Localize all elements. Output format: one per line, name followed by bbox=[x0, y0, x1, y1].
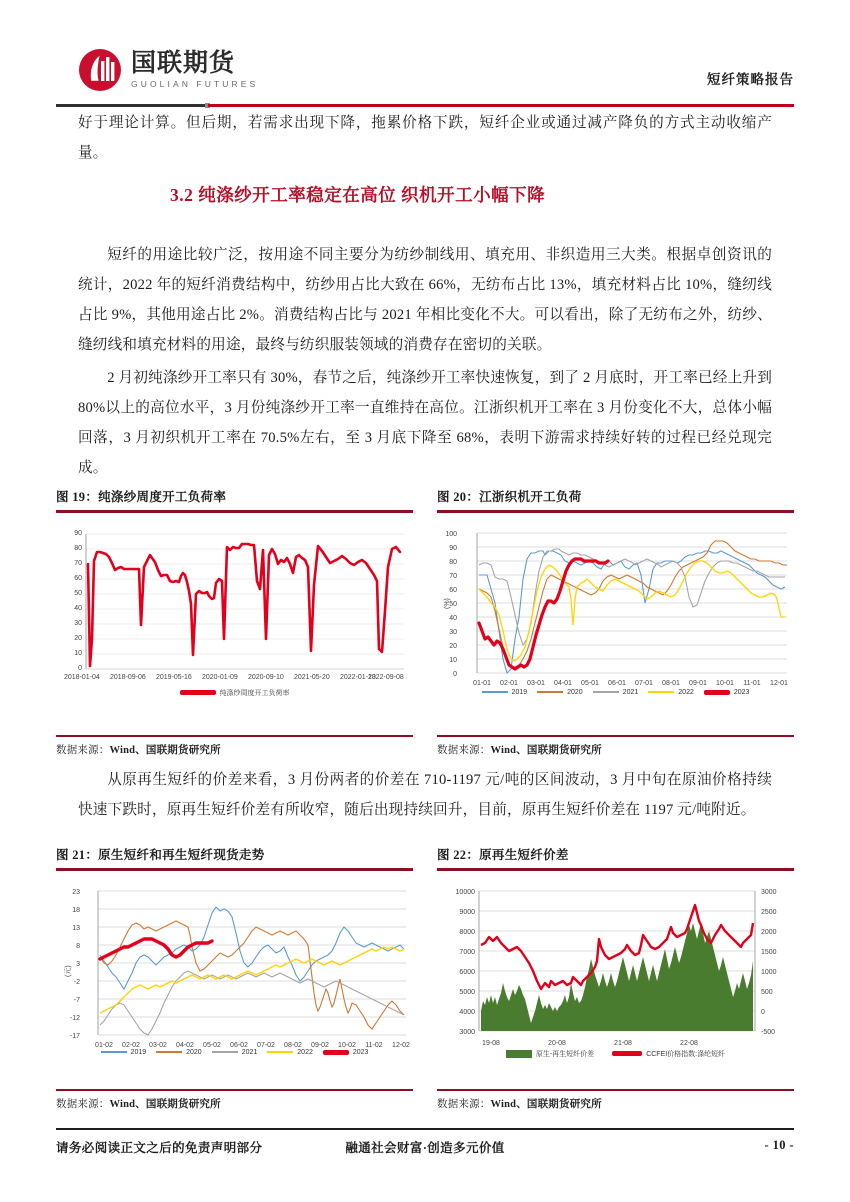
legend-item-2020 bbox=[537, 689, 583, 696]
figure-20-rule-bot bbox=[437, 735, 794, 738]
legend-label-ccfei: CCFEI价格指数:涤纶短纤 bbox=[646, 1050, 726, 1058]
figure-19-plot bbox=[56, 519, 413, 704]
figure-22-body bbox=[437, 871, 794, 1089]
svg-text:18: 18 bbox=[72, 906, 80, 914]
legend-item-spread bbox=[506, 1049, 594, 1059]
figure-20-title: 图 20：江浙织机开工负荷 bbox=[437, 490, 582, 504]
svg-text:7000: 7000 bbox=[459, 948, 475, 956]
svg-text:3: 3 bbox=[76, 960, 80, 968]
legend-swatch-line-icon bbox=[156, 1051, 182, 1053]
legend-label-2019: 2019 bbox=[130, 1048, 147, 1056]
legend-label-2023: 2023 bbox=[733, 688, 750, 696]
svg-text:5000: 5000 bbox=[459, 988, 475, 996]
legend-item-2023 bbox=[323, 1049, 369, 1056]
legend-label-2022: 2022 bbox=[297, 1048, 313, 1056]
figure-21 bbox=[56, 845, 413, 1111]
fig19-ytick-30: 30 bbox=[74, 619, 82, 627]
figure-21-body bbox=[56, 871, 413, 1089]
svg-text:40: 40 bbox=[449, 614, 457, 622]
legend-item-2023 bbox=[704, 689, 750, 696]
figure-19 bbox=[56, 487, 413, 757]
legend-swatch-line-icon bbox=[180, 690, 216, 695]
legend-swatch-line-icon bbox=[612, 1051, 642, 1056]
fig19-xtick-7: 2022-09-08 bbox=[368, 673, 404, 681]
svg-text:23: 23 bbox=[72, 888, 80, 896]
svg-text:90: 90 bbox=[449, 544, 457, 552]
figure-19-title: 图 19：纯涤纱周度开工负荷率 bbox=[56, 490, 227, 504]
footer-divider bbox=[56, 1128, 794, 1130]
fig19-xtick-6: 2022-01-13 bbox=[340, 673, 376, 681]
figure-20-body bbox=[437, 513, 794, 735]
svg-text:-12: -12 bbox=[69, 1014, 80, 1022]
paragraph-price-spread: 从原再生短纤的价差来看，3 月份两者的价差在 710-1197 元/吨的区间波动，3 月中旬在原油价格持续快速下跌时，原再生短纤价差有所收窄，随后出现持续回升，目前，原再生短纤价差在 1197 元/吨附近。 bbox=[78, 772, 772, 818]
legend-item-2021 bbox=[593, 689, 639, 696]
figure-19-source: 数据来源：Wind、国联期货研究所 bbox=[56, 745, 221, 756]
svg-text:04-02: 04-02 bbox=[176, 1041, 194, 1049]
fig19-ytick-90: 90 bbox=[74, 529, 82, 537]
fig19-xtick-0: 2018-01-04 bbox=[64, 673, 100, 681]
fig19-xtick-2: 2019-05-16 bbox=[156, 673, 192, 681]
legend-label-spread: 原生-再生短纤价差 bbox=[535, 1050, 595, 1058]
legend-item-ccfei bbox=[612, 1049, 725, 1059]
footer-page-number: - 10 - bbox=[764, 1138, 794, 1152]
fig19-ytick-50: 50 bbox=[74, 589, 82, 597]
svg-text:8: 8 bbox=[76, 942, 80, 950]
svg-text:03-02: 03-02 bbox=[149, 1041, 167, 1049]
svg-text:11-02: 11-02 bbox=[365, 1041, 383, 1049]
page-header bbox=[0, 0, 850, 108]
legend-item-2021 bbox=[212, 1049, 258, 1056]
svg-text:12-01: 12-01 bbox=[770, 679, 788, 687]
brand-logo bbox=[78, 48, 258, 92]
svg-text:06-02: 06-02 bbox=[230, 1041, 248, 1049]
svg-text:10-01: 10-01 bbox=[716, 679, 734, 687]
legend-swatch-line-icon bbox=[593, 691, 619, 693]
figure-21-title: 图 21：原生短纤和再生短纤现货走势 bbox=[56, 848, 265, 862]
svg-text:30: 30 bbox=[449, 628, 457, 636]
legend-item-2022 bbox=[267, 1049, 313, 1056]
legend-label-2020: 2020 bbox=[567, 688, 583, 696]
svg-text:80: 80 bbox=[449, 558, 457, 566]
svg-text:02-01: 02-01 bbox=[500, 679, 518, 687]
footer-slogan: 融通社会财富·创造多元价值 bbox=[345, 1141, 505, 1155]
legend-swatch-line-icon bbox=[267, 1051, 293, 1053]
paragraph-fiber-usage: 短纤的用途比较广泛，按用途不同主要分为纺纱制线用、填充用、非织造用三大类。根据卓创资讯的统计，2022 年的短纤消费结构中，纺纱用占比大致在 66%，无纺布占比 13%，填充材料占比 10%，缝纫线占比 9%，其他用途占比 2%。消费结构占比与 2021 年相比变化不大。可以看出，除了无纺布之外，纺纱、缝纫线和填充材料的用途，最终与纺织服装领域的消费存在密切的关联。 bbox=[78, 247, 772, 353]
legend-item-2022 bbox=[648, 689, 694, 696]
svg-text:10000: 10000 bbox=[455, 888, 475, 896]
logo-text-cn: 国联期货 bbox=[131, 49, 236, 78]
fig19-ytick-80: 80 bbox=[74, 544, 82, 552]
legend-label-2021: 2021 bbox=[241, 1048, 258, 1056]
legend-swatch-line-icon bbox=[101, 1051, 127, 1053]
fig19-ytick-70: 70 bbox=[74, 559, 82, 567]
svg-text:60: 60 bbox=[449, 586, 457, 594]
legend-item-2019 bbox=[101, 1049, 147, 1056]
legend-swatch-line-icon bbox=[212, 1051, 238, 1053]
svg-text:22-08: 22-08 bbox=[680, 1039, 698, 1047]
figure-20 bbox=[437, 487, 794, 757]
figure-21-source: 数据来源：Wind、国联期货研究所 bbox=[56, 1099, 221, 1110]
svg-text:07-01: 07-01 bbox=[635, 679, 653, 687]
legend-label-2021: 2021 bbox=[622, 688, 639, 696]
figure-20-legend bbox=[437, 689, 794, 696]
svg-text:3000: 3000 bbox=[761, 888, 777, 896]
legend-item-2020 bbox=[156, 1049, 202, 1056]
svg-text:-500: -500 bbox=[761, 1028, 776, 1036]
svg-text:2500: 2500 bbox=[761, 908, 777, 916]
legend-label-2020: 2020 bbox=[186, 1048, 202, 1056]
svg-text:05-02: 05-02 bbox=[203, 1041, 221, 1049]
svg-text:70: 70 bbox=[449, 572, 457, 580]
svg-text:01-02: 01-02 bbox=[95, 1041, 113, 1049]
legend-item-0 bbox=[180, 688, 290, 698]
svg-text:11-01: 11-01 bbox=[743, 679, 761, 687]
figure-19-body bbox=[56, 513, 413, 735]
svg-text:05-01: 05-01 bbox=[581, 679, 599, 687]
svg-text:01-01: 01-01 bbox=[473, 679, 491, 687]
logo-text-en: GUOLIAN FUTURES bbox=[131, 79, 259, 90]
svg-text:04-01: 04-01 bbox=[554, 679, 572, 687]
svg-text:(元): (元) bbox=[65, 964, 72, 977]
figure-21-legend bbox=[56, 1049, 413, 1056]
section-heading-3-2: 3.2 纯涤纱开工率稳定在高位 织机开工小幅下降 bbox=[170, 185, 546, 205]
legend-swatch-line-icon bbox=[704, 690, 730, 695]
legend-swatch-line-icon bbox=[323, 1050, 349, 1055]
svg-text:03-01: 03-01 bbox=[527, 679, 545, 687]
svg-text:10: 10 bbox=[449, 656, 457, 664]
legend-swatch-line-icon bbox=[648, 691, 674, 693]
svg-text:12-02: 12-02 bbox=[392, 1041, 410, 1049]
fig19-ytick-10: 10 bbox=[74, 649, 82, 657]
guolian-logo-icon bbox=[78, 48, 122, 92]
fig19-ytick-0: 0 bbox=[78, 664, 82, 672]
header-divider bbox=[56, 104, 794, 107]
fig19-xtick-1: 2018-09-06 bbox=[110, 673, 146, 681]
fig19-xtick-3: 2020-01-09 bbox=[202, 673, 238, 681]
svg-text:-2: -2 bbox=[73, 978, 80, 986]
fig19-ytick-60: 60 bbox=[74, 574, 82, 582]
figure-20-source: 数据来源：Wind、国联期货研究所 bbox=[437, 745, 602, 756]
svg-text:02-02: 02-02 bbox=[122, 1041, 140, 1049]
figure-19-rule-bot bbox=[56, 735, 413, 738]
svg-text:07-02: 07-02 bbox=[257, 1041, 275, 1049]
footer-disclaimer: 请务必阅读正文之后的免责声明部分 bbox=[56, 1141, 263, 1155]
svg-text:(%): (%) bbox=[444, 597, 451, 609]
svg-text:8000: 8000 bbox=[459, 928, 475, 936]
figure-19-legend bbox=[56, 688, 413, 698]
svg-text:2000: 2000 bbox=[761, 928, 777, 936]
svg-text:-17: -17 bbox=[69, 1032, 80, 1040]
figure-20-plot bbox=[437, 519, 794, 704]
paragraph-operating-rate: 2 月初纯涤纱开工率只有 30%，春节之后，纯涤纱开工率快速恢复，到了 2 月底时，开工率已经上升到 80%以上的高位水平，3 月份纯涤纱开工率一直维持在高位。江浙织机开工率在 3 月份变化不大，总体小幅回落，3 月初织机开工率在 70.5%左右，至 3 月底下降至 68%，表明下游需求持续好转的过程已经兑现完成。 bbox=[78, 370, 772, 476]
figure-22-rule-bot bbox=[437, 1089, 794, 1092]
svg-text:1500: 1500 bbox=[761, 948, 777, 956]
svg-text:4000: 4000 bbox=[459, 1008, 475, 1016]
figure-21-rule-bot bbox=[56, 1089, 413, 1092]
svg-text:20-08: 20-08 bbox=[548, 1039, 566, 1047]
legend-item-2019 bbox=[482, 689, 528, 696]
legend-swatch-line-icon bbox=[537, 691, 563, 693]
fig19-ytick-20: 20 bbox=[74, 634, 82, 642]
figure-22-legend bbox=[437, 1049, 794, 1059]
svg-text:08-02: 08-02 bbox=[284, 1041, 302, 1049]
svg-text:50: 50 bbox=[449, 600, 457, 608]
svg-text:0: 0 bbox=[761, 1008, 765, 1016]
legend-swatch-line-icon bbox=[482, 691, 508, 693]
svg-text:0: 0 bbox=[453, 670, 457, 678]
legend-label-2019: 2019 bbox=[511, 688, 528, 696]
legend-label-0: 纯涤纱周度开工负荷率 bbox=[219, 689, 290, 697]
figure-22-plot bbox=[437, 877, 794, 1059]
fig19-xtick-4: 2020-09-10 bbox=[248, 673, 284, 681]
svg-text:21-08: 21-08 bbox=[614, 1039, 632, 1047]
svg-text:9000: 9000 bbox=[459, 908, 475, 916]
svg-text:10-02: 10-02 bbox=[338, 1041, 356, 1049]
svg-text:1000: 1000 bbox=[761, 968, 777, 976]
report-title: 短纤策略报告 bbox=[707, 72, 794, 87]
svg-text:08-01: 08-01 bbox=[662, 679, 680, 687]
legend-swatch-area-icon bbox=[506, 1050, 532, 1058]
figure-22 bbox=[437, 845, 794, 1111]
svg-text:09-01: 09-01 bbox=[689, 679, 707, 687]
svg-text:13: 13 bbox=[72, 924, 80, 932]
figure-22-title: 图 22：原再生短纤价差 bbox=[437, 848, 569, 862]
figure-21-plot bbox=[56, 877, 413, 1059]
fig19-xtick-5: 2021-05-20 bbox=[294, 673, 330, 681]
svg-text:500: 500 bbox=[761, 988, 773, 996]
svg-text:3000: 3000 bbox=[459, 1028, 475, 1036]
svg-text:6000: 6000 bbox=[459, 968, 475, 976]
paragraph-continued: 好于理论计算。但后期，若需求出现下降，拖累价格下跌，短纤企业或通过减产降负的方式主动收缩产量。 bbox=[78, 115, 772, 161]
svg-text:-7: -7 bbox=[73, 996, 80, 1004]
svg-text:19-08: 19-08 bbox=[482, 1039, 500, 1047]
svg-text:06-01: 06-01 bbox=[608, 679, 626, 687]
fig19-ytick-40: 40 bbox=[74, 604, 82, 612]
legend-label-2023: 2023 bbox=[352, 1048, 369, 1056]
svg-text:09-02: 09-02 bbox=[311, 1041, 329, 1049]
figure-22-source: 数据来源：Wind、国联期货研究所 bbox=[437, 1099, 602, 1110]
svg-text:20: 20 bbox=[449, 642, 457, 650]
svg-text:100: 100 bbox=[445, 530, 457, 538]
legend-label-2022: 2022 bbox=[678, 688, 694, 696]
